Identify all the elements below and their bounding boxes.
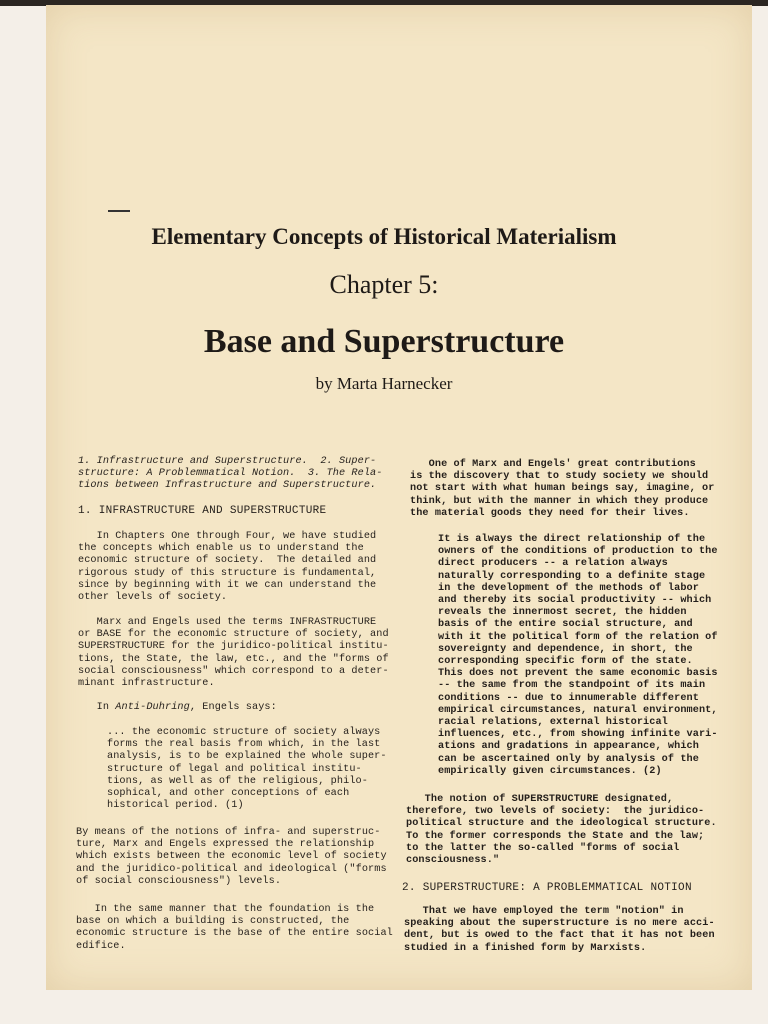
paragraph: In the same manner that the foundation is the base on which a building is constructed, the economic structure is the base of the entire social edifice.: [76, 904, 393, 952]
paragraph: Marx and Engels used the terms INFRASTRUCTURE or BASE for the economic structure of society, and SUPERSTRUCTURE for the juridico-political institu- tions, the State, the law, etc., and the "forms of social consciousness" which correspond to a deter- minant infrastructure.: [78, 617, 389, 690]
decorative-dash: [108, 210, 130, 212]
section-heading-1: 1. INFRASTRUCTURE AND SUPERSTRUCTURE: [78, 505, 327, 517]
section-heading-2: 2. SUPERSTRUCTURE: A PROBLEMMATICAL NOTION: [402, 882, 692, 894]
text-run: In: [78, 702, 116, 713]
paragraph: That we have employed the term "notion" in speaking about the superstructure is no mere acci- dent, but is owed to the fact that it has not been studied in a finished form by Marxists.: [404, 906, 715, 954]
table-of-contents: 1. Infrastructure and Superstructure. 2. Super- structure: A Problemmatical Notion. 3. The Rela- tions between Infrastructure and Superstructure.: [78, 456, 383, 492]
chapter-label: Chapter 5:: [329, 270, 439, 299]
page-title: Elementary Concepts of Historical Materialism: [151, 224, 617, 249]
chapter-title: Base and Superstructure: [203, 323, 565, 360]
paragraph: The notion of SUPERSTRUCTURE designated, therefore, two levels of society: the juridico- political structure and the ideological structure. To the former corresponds the State and the law; to the latter the so-called "forms of social consciousness.": [406, 794, 717, 867]
paragraph: One of Marx and Engels' great contributions is the discovery that to study society we should not start with what human beings say, imagine, or think, but with the manner in which they produce the material goods they need for their lives.: [410, 459, 715, 519]
paragraph: By means of the notions of infra- and superstruc- ture, Marx and Engels expressed the relationship which exists between the economic level of society and the juridico-political and ideological ("forms of social consciousness") levels.: [76, 827, 387, 887]
text-run: , Engels says:: [189, 702, 277, 713]
paragraph: [78, 702, 277, 714]
book-title: Anti-Duhring: [115, 702, 190, 713]
block-quote: It is always the direct relationship of the owners of the conditions of production to the direct producers -- a relation always naturally corresponding to a definite stage in the development of the methods of labor and thereby its social productivity -- which reveals the innermost secret, the hidden basis of the entire social structure, and with it the political form of the relation of sovereignty and dependence, in short, the corresponding specific form of the state. This does not prevent the same economic basis -- the same from the standpoint of its main conditions -- due to innumerable different empirical circumstances, natural environment, racial relations, external historical influences, etc., from showing infinite vari- ations and gradations in appearance, which can be ascertained only by analysis of the empirically given circumstances. (2): [438, 534, 718, 777]
author-byline: by Marta Harnecker: [315, 374, 453, 393]
paragraph: In Chapters One through Four, we have studied the concepts which enable us to understand the economic structure of society. The detailed and rigorous study of this structure is fundamental, since by beginning with it we can understand the other levels of society.: [78, 531, 377, 604]
block-quote: ... the economic structure of society always forms the real basis from which, in the last analysis, is to be explained the whole super- structure of legal and political institu- tions, as well as of the religious, philo- sophical, and other conceptions of each historical period. (1): [107, 727, 387, 812]
